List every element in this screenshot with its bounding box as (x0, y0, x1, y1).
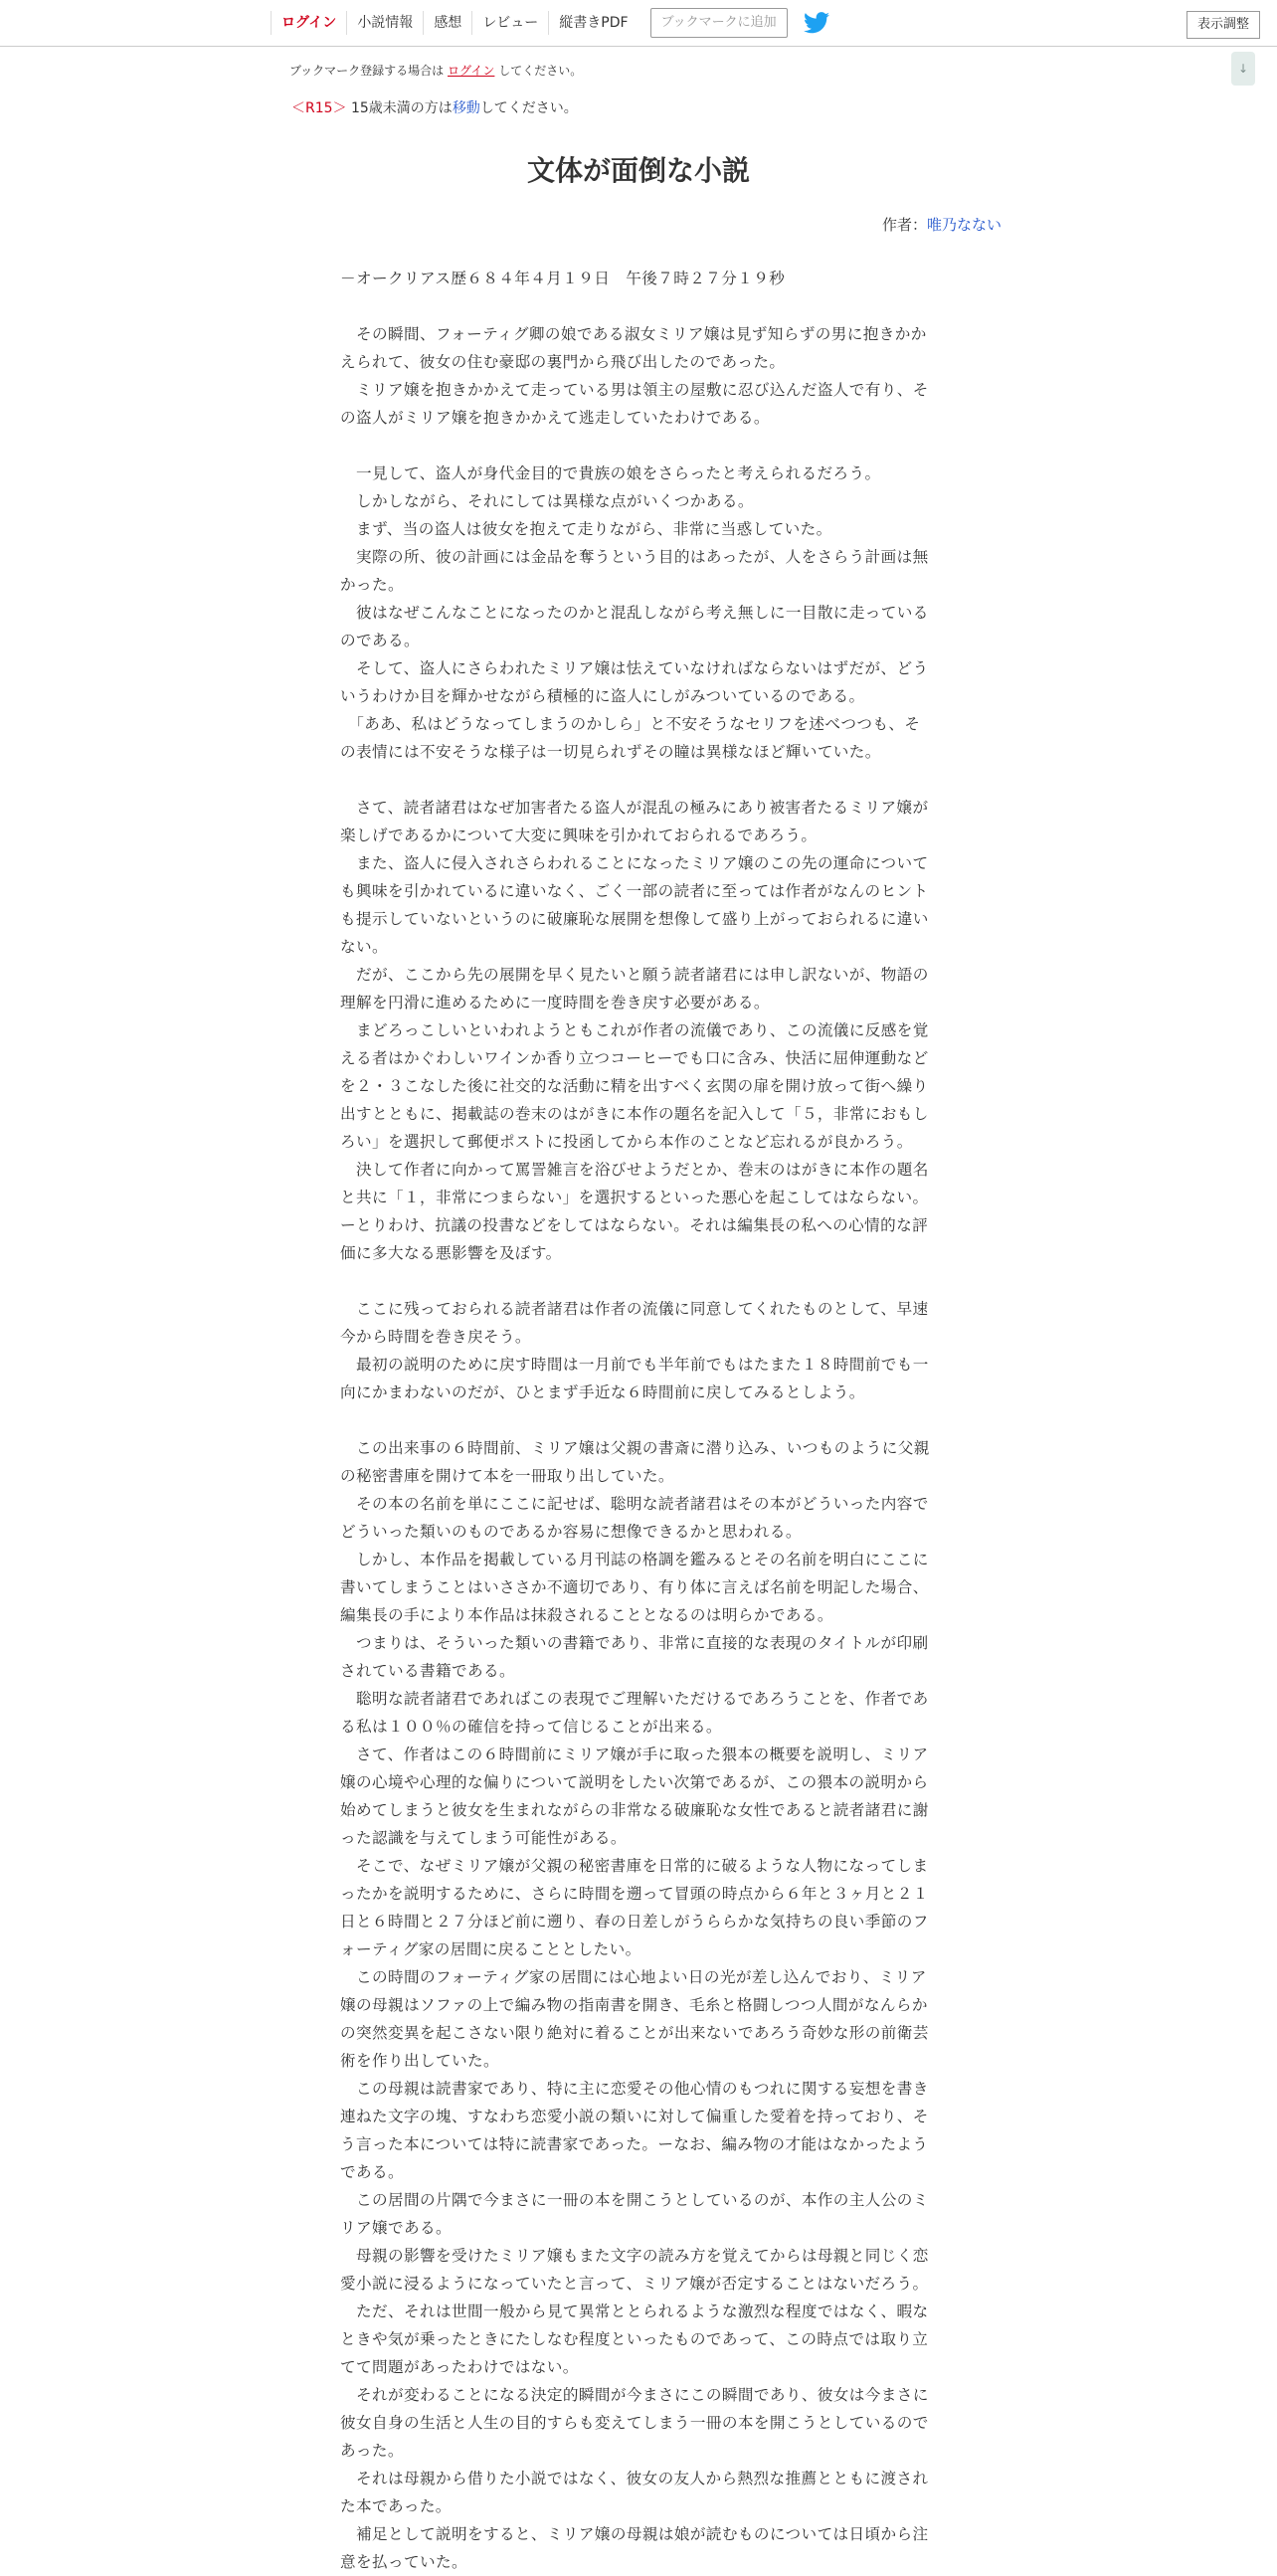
novel-paragraph: だが、ここから先の展開を早く見たいと願う読者諸君には申し訳ないが、物語の理解を円滑に進めるために一度時間を巻き戻す必要がある。 (340, 966, 929, 1012)
main-nav (271, 0, 829, 46)
novel-paragraph: まず、当の盗人は彼女を抱えて走りながら、非常に当惑していた。 (340, 520, 832, 538)
novel-paragraph: 「ああ、私はどうなってしまうのかしら」と不安そうなセリフを述べつつも、その表情には不安そうな様子は一切見られずその瞳は異様なほど輝いていた。 (340, 715, 921, 761)
display-settings-button[interactable]: 表示調整 (1186, 11, 1260, 39)
nav-impressions-link[interactable]: 感想 (423, 11, 471, 35)
novel-body (340, 265, 931, 2576)
novel-paragraph: 一見して、盗人が身代金目的で貴族の娘をさらったと考えられるだろう。 (340, 464, 881, 482)
novel-paragraph: この出来事の６時間前、ミリア嬢は父親の書斎に潜り込み、いつものように父親の秘密書庫を開けて本を一冊取り出していた。 (340, 1439, 930, 1485)
notice-login-link[interactable]: ログイン (447, 64, 495, 78)
novel-title: 文体が面倒な小説 (526, 154, 750, 187)
nav-novel-info-link[interactable]: 小説情報 (346, 11, 423, 35)
author-label: 作者： (881, 216, 927, 234)
novel-paragraph: この母親は読書家であり、特に主に恋愛その他心情のもつれに関する妄想を書き連ねた文字の塊、すなわち恋愛小説の類いに対して偏重した愛着を持っており、そう言った本については特に読書家であった。ーなお、編み物の才能はなかったようである。 (340, 2080, 929, 2181)
novel-paragraph: さて、読者諸君はなぜ加害者たる盗人が混乱の極みにあり被害者たるミリア嬢が楽しげであるかについて大変に興味を引かれておられるであろう。 (340, 799, 929, 844)
notice-text-before: ブックマーク登録する場合は (289, 64, 448, 78)
novel-paragraph: ただ、それは世間一般から見て異常ととられるような激烈な程度ではなく、暇なときや気が乗ったときにたしなむ程度といったものであって、この時点では取り立てて問題があったわけではない。 (340, 2302, 929, 2376)
novel-paragraph: そこで、なぜミリア嬢が父親の秘密書庫を日常的に破るような人物になってしまったかを説明するために、さらに時間を遡って冒頭の時点から６年と３ヶ月と２１日と６時間と２７分ほど前に遡り、春の日差しがうららかな気持ちの良い季節のフォーティグ家の居間に戻ることとしたい。 (340, 1857, 929, 1958)
novel-paragraph (340, 1406, 931, 1434)
novel-paragraph (340, 292, 931, 320)
novel-paragraph (340, 432, 931, 460)
novel-paragraph (340, 1267, 931, 1295)
notice-text-after: してください。 (494, 64, 583, 78)
novel-paragraph: その瞬間、フォーティグ卿の娘である淑女ミリア嬢は見ず知らずの男に抱きかかえられて、彼女の住む豪邸の裏門から飛び出したのであった。 (340, 325, 927, 371)
novel-paragraph: 母親の影響を受けたミリア嬢もまた文字の読み方を覚えてからは母親と同じく恋愛小説に浸るようになっていたと言って、ミリア嬢が否定することはないだろう。 (340, 2247, 929, 2293)
novel-paragraph: しかしながら、それにしては異様な点がいくつかある。 (340, 492, 754, 510)
novel-paragraph: しかし、本作品を掲載している月刊誌の格調を鑑みるとその名前を明白にここに書いてしまうことはいささか不適切であり、有り体に言えば名前を明記した場合、編集長の手により本作品は抹殺されることとなるのは明らかである。 (340, 1551, 929, 1624)
nav-review-link[interactable]: レビュー (471, 11, 548, 35)
novel-paragraph: そして、盗人にさらわれたミリア嬢は怯えていなければならないはずだが、どういうわけか目を輝かせながら積極的に盗人にしがみついているのである。 (340, 659, 929, 705)
bookmark-login-notice (289, 62, 582, 79)
author-name-link[interactable]: 唯乃なない (926, 216, 1002, 234)
novel-paragraph (340, 766, 931, 794)
novel-paragraph: その本の名前を単にここに記せば、聡明な読者諸君はその本がどういった内容でどういった類いのものであるか容易に想像できるかと思われる。 (340, 1495, 929, 1541)
novel-paragraph: ミリア嬢を抱きかかえて走っている男は領主の屋敷に忍び込んだ盗人で有り、その盗人がミリア嬢を抱きかかえて逃走していたわけである。 (340, 381, 929, 427)
nav-login-link[interactable]: ログイン (271, 11, 346, 35)
age-notice-move-link[interactable]: 移動 (452, 100, 480, 116)
novel-paragraph: 実際の所、彼の計画には金品を奪うという目的はあったが、人をさらう計画は無かった。 (340, 548, 929, 594)
add-bookmark-button[interactable]: ブックマークに追加 (650, 8, 788, 38)
novel-paragraph: 補足として説明をすると、ミリア嬢の母親は娘が読むものについては日頃から注意を払っていた。 (340, 2525, 929, 2571)
nav-vertical-pdf-link[interactable]: 縦書きPDF (548, 11, 638, 35)
novel-author (882, 214, 1002, 235)
novel-paragraph: ここに残っておられる読者諸君は作者の流儀に同意してくれたものとして、早速今から時間を巻き戻そう。 (340, 1300, 929, 1346)
arrow-down-icon[interactable]: ↓ (1231, 52, 1255, 86)
novel-paragraph: 最初の説明のために戻す時間は一月前でも半年前でもはたまた１８時間前でも一向にかまわないのだが、ひとまず手近な６時間前に戻してみるとしよう。 (340, 1356, 929, 1401)
novel-paragraph: 聡明な読者諸君であればこの表現でご理解いただけるであろうことを、作者である私は１００％の確信を持って信じることが出来る。 (340, 1690, 929, 1736)
novel-paragraph: この時間のフォーティグ家の居間には心地よい日の光が差し込んでおり、ミリア嬢の母親はソファの上で編み物の指南書を開き、毛糸と格闘しつつ人間がなんらかの突然変異を起こさない限り絶対に着ることが出来ないであろう奇妙な形の前衛芸術を作り出していた。 (340, 1968, 929, 2070)
r15-tag: ＜R15＞ (291, 100, 347, 116)
twitter-bird-icon[interactable] (804, 12, 829, 34)
novel-paragraph: また、盗人に侵入されさらわれることになったミリア嬢のこの先の運命についても興味を引かれているに違いなく、ごく一部の読者に至っては作者がなんのヒントも提示していないというのに破廉恥な展開を想像して盛り上がっておられるに違いない。 (340, 854, 929, 956)
novel-paragraph: －オークリアス歴６８４年４月１９日 午後７時２７分１９秒 (340, 270, 786, 287)
novel-paragraph: それは母親から借りた小説ではなく、彼女の友人から熱烈な推薦とともに渡された本であった。 (340, 2470, 929, 2515)
novel-paragraph: さて、作者はこの６時間前にミリア嬢が手に取った猥本の概要を説明し、ミリア嬢の心境や心理的な偏りについて説明をしたい次第であるが、この猥本の説明から始めてしまうと彼女を生まれながらの非常なる破廉恥な女性であると読者諸君に謝った認識を与えてしまう可能性がある。 (340, 1746, 929, 1847)
novel-paragraph: 決して作者に向かって罵詈雑言を浴びせようだとか、巻末のはがきに本作の題名と共に「１，非常につまらない」を選択するといった悪心を起こしてはならない。ーとりわけ、抗議の投書などをしてはならない。それは編集長の私への心情的な評価に多大なる悪影響を及ぼす。 (340, 1161, 929, 1262)
age-notice-text-after: してください。 (479, 100, 578, 116)
novel-paragraph: つまりは、そういった類いの書籍であり、非常に直接的な表現のタイトルが印刷されている書籍である。 (340, 1634, 929, 1680)
novel-paragraph: この居間の片隅で今まさに一冊の本を開こうとしているのが、本作の主人公のミリア嬢である。 (340, 2191, 929, 2237)
novel-paragraph: それが変わることになる決定的瞬間が今まさにこの瞬間であり、彼女は今まさに彼女自身の生活と人生の目的すらも変えてしまう一冊の本を開こうとしているのであった。 (340, 2386, 929, 2460)
top-navigation-bar (0, 0, 1277, 47)
age-restriction-notice (291, 97, 578, 117)
novel-paragraph: まどろっこしいといわれようともこれが作者の流儀であり、この流儀に反感を覚える者はかぐわしいワインか香り立つコーヒーでも口に含み、快活に屈伸運動などを２・３こなした後に社交的な活動に精を出すべく玄関の扉を開け放って街へ繰り出すとともに、掲載誌の巻末のはがきに本作の題名を記入して「５，非常におもしろい」を選択して郵便ポストに投函してから本作のことなど忘れるが良かろう。 (340, 1021, 929, 1151)
age-notice-text-before: 15歳未満の方は (346, 100, 453, 116)
novel-paragraph: 彼はなぜこんなことになったのかと混乱しながら考え無しに一目散に走っているのである。 (340, 604, 929, 649)
